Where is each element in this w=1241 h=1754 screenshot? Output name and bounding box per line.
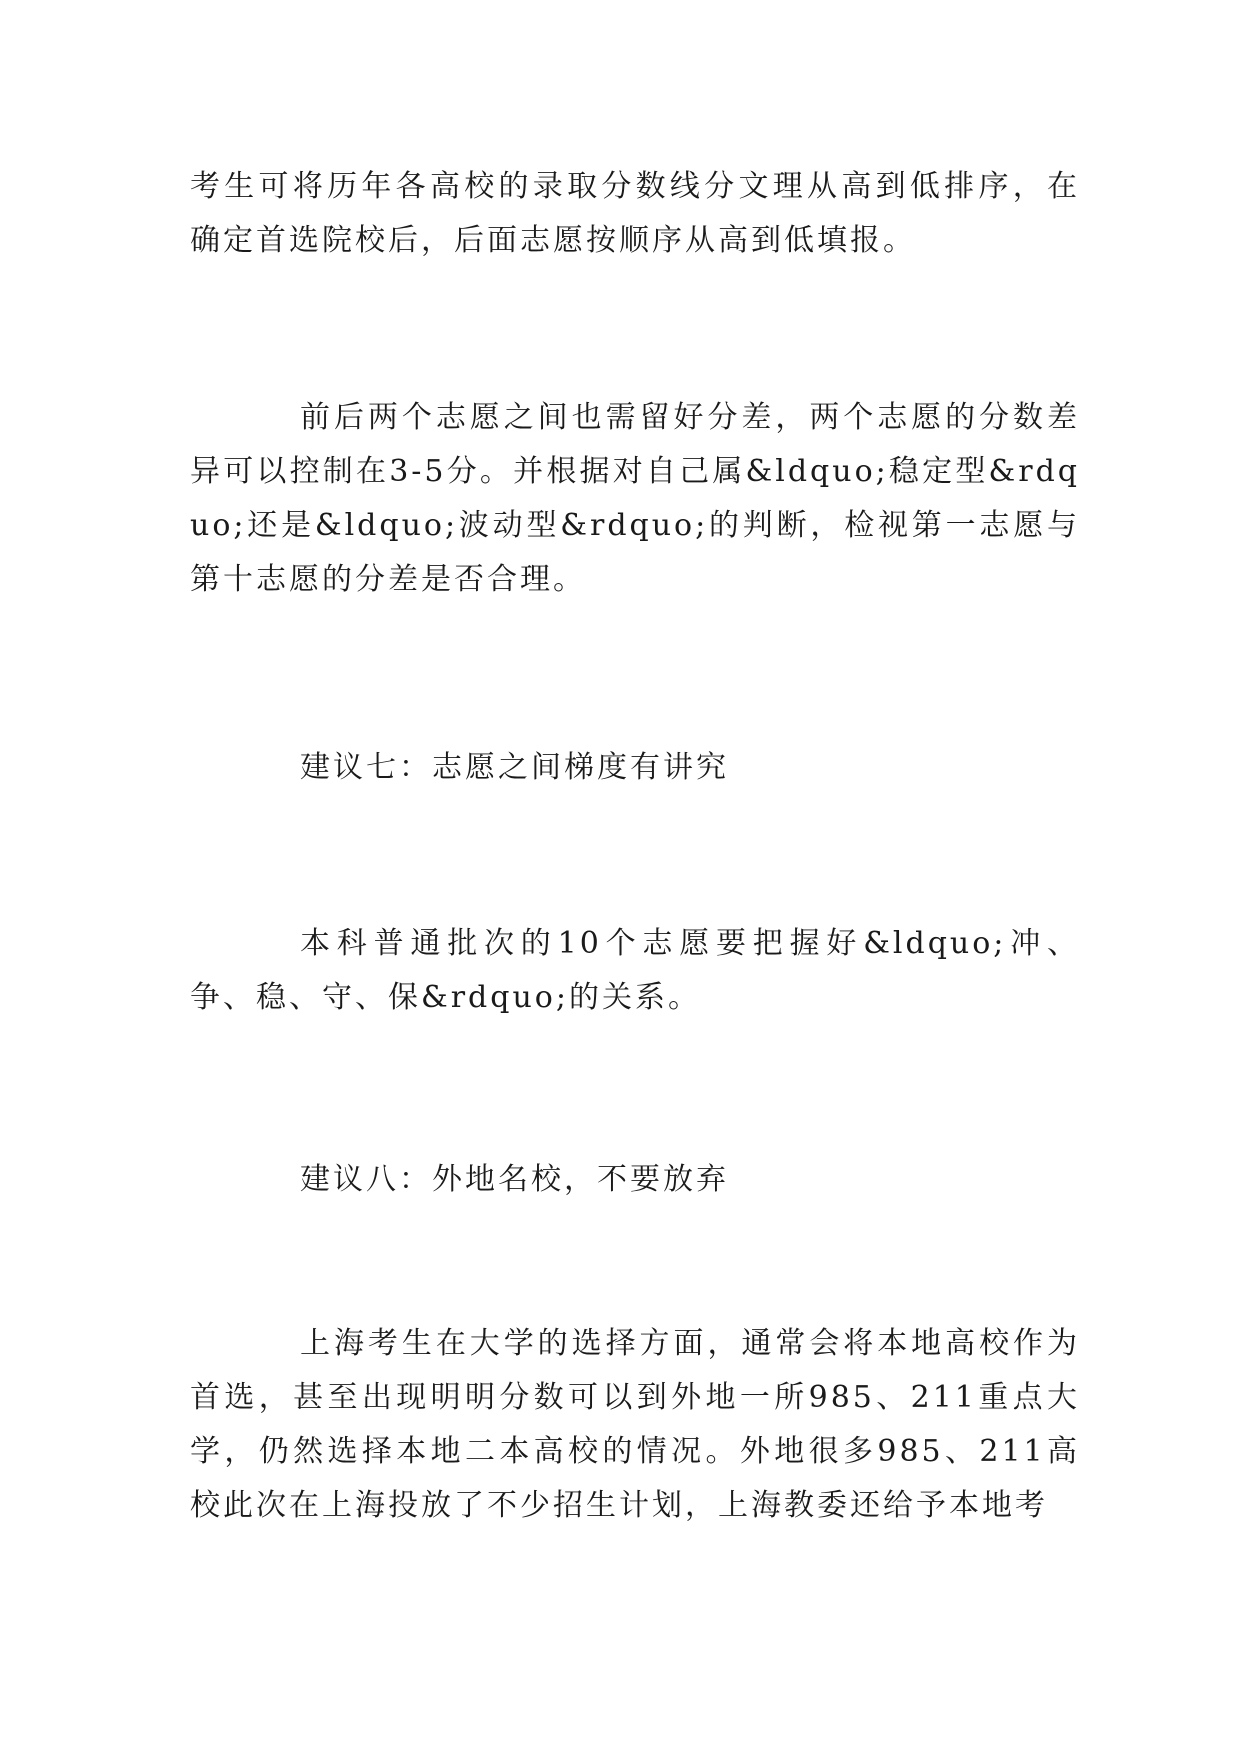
heading-suggestion-seven: 建议七：志愿之间梯度有讲究 [300, 750, 729, 785]
paragraph-score-gap: 前后两个志愿之间也需留好分差，两个志愿的分数差异可以控制在3-5分。并根据对自己属&ldquo;稳定型&rdquo;还是&ldquo;波动型&rdquo;的判断，检视第一志愿与第十志愿的分差是否合理。 [190, 400, 1080, 597]
heading-suggestion-eight: 建议八：外地名校，不要放弃 [300, 1162, 729, 1197]
paragraph-ten-choices: 本科普通批次的10个志愿要把握好&ldquo;冲、争、稳、守、保&rdquo;的关系。 [190, 926, 1080, 1015]
paragraph-shanghai-students: 上海考生在大学的选择方面，通常会将本地高校作为首选，甚至出现明明分数可以到外地一所985、211重点大学，仍然选择本地二本高校的情况。外地很多985、211高校此次在上海投放了不少招生计划，上海教委还给予本地考 [190, 1326, 1080, 1523]
paragraph-ranking-advice: 考生可将历年各高校的录取分数线分文理从高到低排序，在确定首选院校后，后面志愿按顺序从高到低填报。 [190, 169, 1080, 258]
